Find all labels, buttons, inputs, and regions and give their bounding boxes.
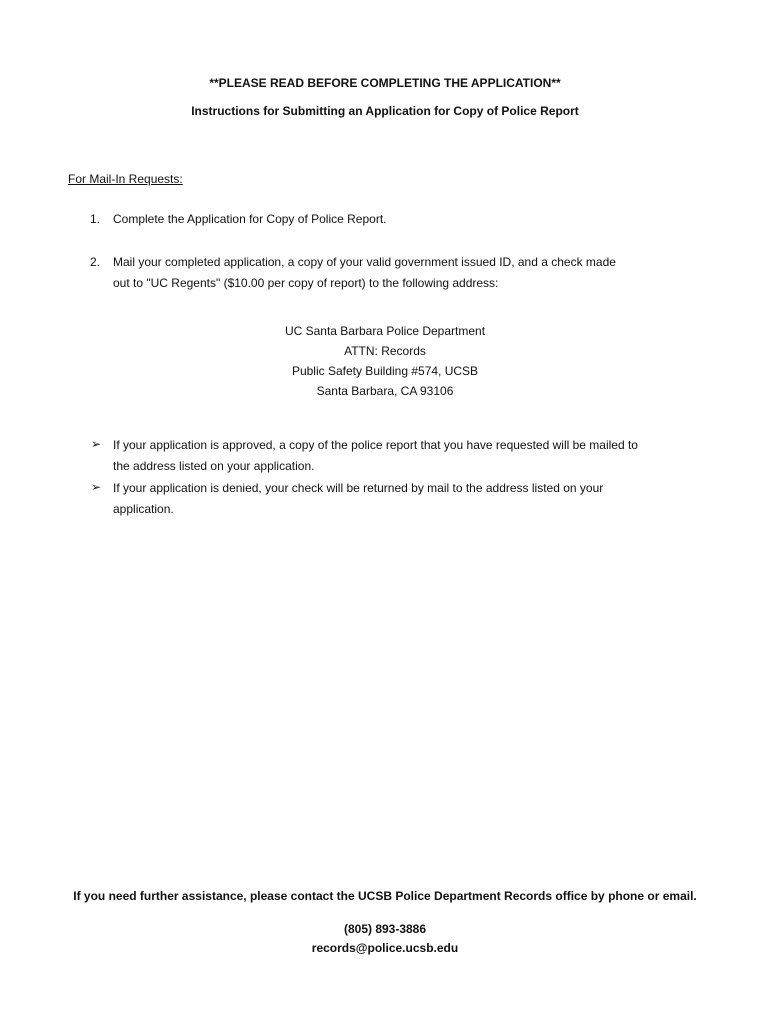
note-text-line: the address listed on your application. [113,459,315,473]
step-text-line: Mail your completed application, a copy of your valid government issued ID, and a check made [113,255,616,269]
note-text-line: application. [113,502,174,516]
notice-heading: **PLEASE READ BEFORE COMPLETING THE APPLICATION** [209,76,561,90]
step-text-line: out to "UC Regents" ($10.00 per copy of report) to the following address: [113,276,499,290]
step-number: 2. [89,255,100,269]
step-number: 1. [89,212,100,226]
address-line: Public Safety Building #574, UCSB [291,364,479,378]
mail-in-label: For Mail-In Requests: [68,172,183,186]
contact-phone: (805) 893-3886 [343,922,427,936]
page-title: Instructions for Submitting an Application for Copy of Police Report [191,104,579,118]
address-line: ATTN: Records [344,344,426,358]
assistance-note: If you need further assistance, please contact the UCSB Police Department Records office by phone or email. [73,889,697,903]
step-text: Complete the Application for Copy of Police Report. [113,212,387,226]
note-text-line: If your application is approved, a copy of the police report that you have requested will be mailed to [113,438,638,452]
contact-email: records@police.ucsb.edu [311,941,459,955]
address-line: Santa Barbara, CA 93106 [316,384,454,398]
arrow-bullet-icon: ➢ [90,480,102,494]
address-line: UC Santa Barbara Police Department [284,324,486,338]
note-text-line: If your application is denied, your check will be returned by mail to the address listed on your [113,481,604,495]
arrow-bullet-icon: ➢ [90,437,102,451]
